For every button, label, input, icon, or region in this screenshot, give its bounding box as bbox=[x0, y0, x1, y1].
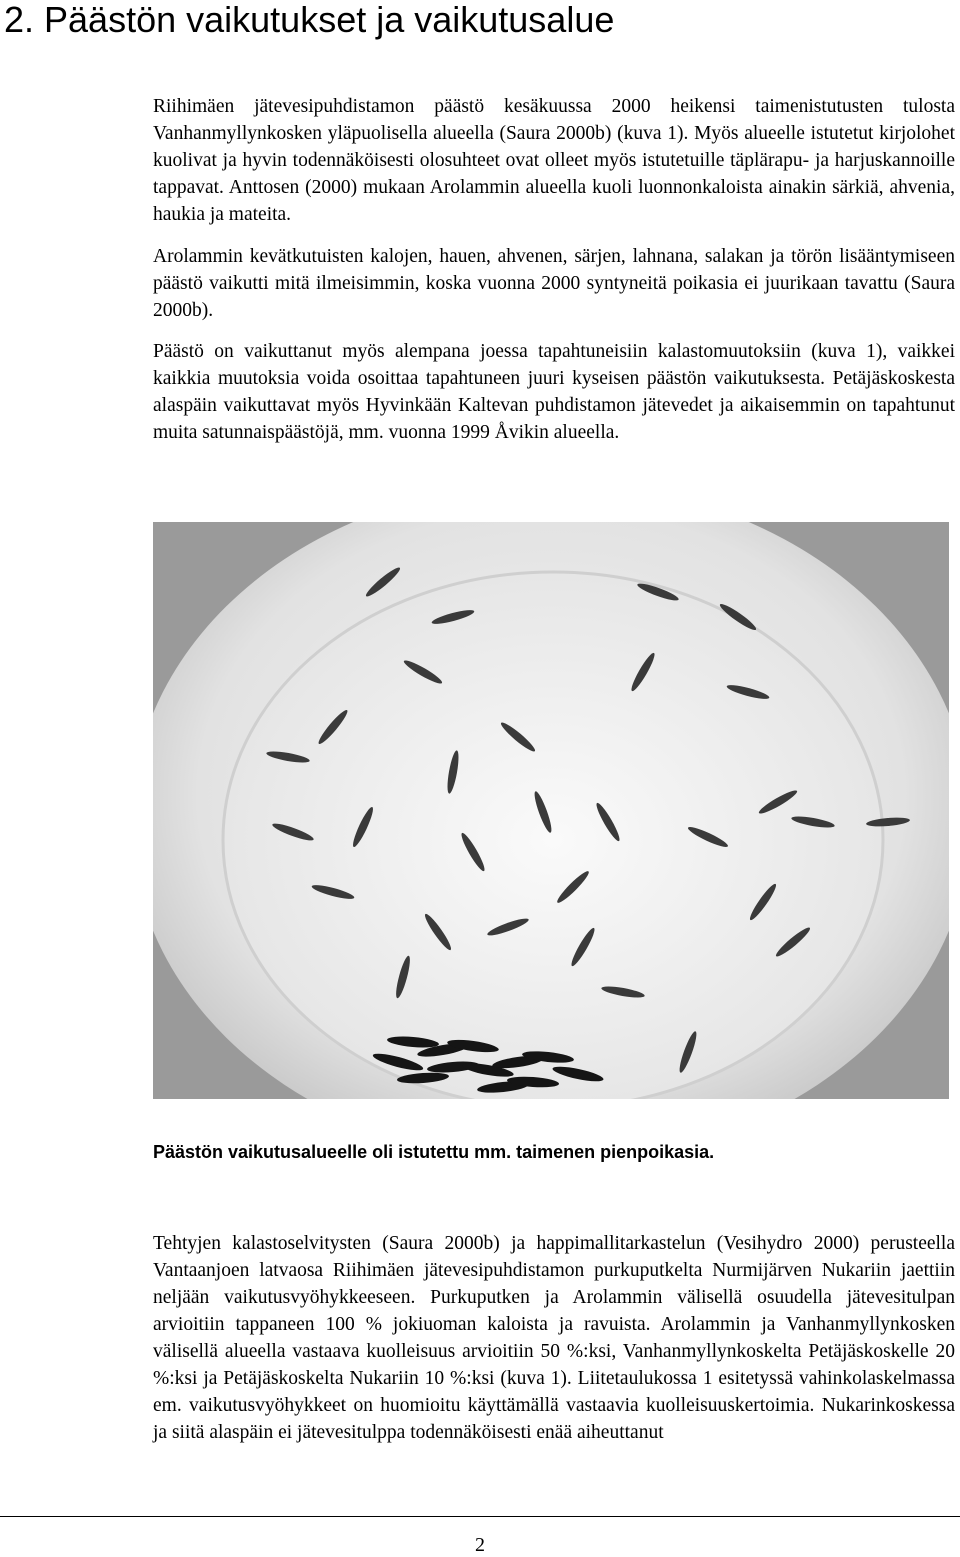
fish-fry-photo bbox=[153, 522, 949, 1099]
section-heading: 2. Päästön vaikutukset ja vaikutusalue bbox=[4, 0, 615, 40]
page-number: 2 bbox=[475, 1534, 485, 1556]
paragraph-intro: Riihimäen jätevesipuhdistamon päästö kesäkuussa 2000 heikensi taimenistutusten tulosta Vanhanmyllynkosken yläpuolisella alueella (Saura 2000b) (kuva 1). Myös alueelle istutetut kirjolohet kuolivat ja hyvin todennäköisesti olosuhteet ovat olleet myös istutetuille täplärapu- ja harjuskannoille tappavat. Anttosen (2000) mukaan Arolammin alueella kuoli luonnonkaloista ainakin särkiä, ahvenia, haukia ja mateita. bbox=[153, 96, 955, 225]
figure-caption: Päästön vaikutusalueelle oli istutettu mm. taimenen pienpoikasia. bbox=[153, 1142, 715, 1162]
bowl-inner bbox=[223, 572, 883, 1099]
paragraph-downstream: Päästö on vaikuttanut myös alempana joessa tapahtuneisiin kalastomuutoksiin (kuva 1), vaikkei kaikkia muutoksia voida osoittaa tapahtuneen juuri kyseisen päästön vaikutuksesta. Petäjäskoskesta alaspäin vaikuttavat myös Hyvinkään Kaltevan puhdistamon jätevedet ja aikaisemmin on tapahtunut muita satunnaispäästöjä, mm. vuonna 1999 Åvikin alueella. bbox=[153, 341, 955, 443]
paragraph-zones: Tehtyjen kalastoselvitysten (Saura 2000b) ja happimallitarkastelun (Vesihydro 2000) perusteella Vantaanjoen latvaosa Riihimäen jätevesipuhdistamon purkuputkelta Nurmijärven Nukariin jaettiin neljään vaikutusvyöhykkeeseen. Purkuputken ja Arolammin välisellä osuudella jätevesitulpan arvioitiin tappaneen 100 % jokiuoman kaloista ja ravuista. Arolammin ja Vanhanmyllynkosken välisellä alueella vastaava kuolleisuus arvioitiin 50 %:ksi, Vanhanmyllynkoskelta Petäjäskoskelle 20 %:ksi ja Petäjäskoskelta Nukariin 10 %:ksi (kuva 1). Liitetaulukossa 1 esitetyssä vahinkolaskelmassa em. vaikutusvyöhykkeet on huomioitu käyttämällä vastaavia kuolleisuuskertoimia. Nukarinkoskessa ja siitä alaspäin ei jätevesitulppa todennäköisesti enää aiheuttanut bbox=[153, 1233, 955, 1443]
footer-rule bbox=[0, 1516, 960, 1517]
paragraph-arolampi: Arolammin kevätkutuisten kalojen, hauen, ahvenen, särjen, lahnana, salakan ja törön lisääntymiseen päästö vaikutti mitä ilmeisimmin, koska vuonna 2000 syntyneitä poikasia ei juurikaan tavattu (Saura 2000b). bbox=[153, 246, 955, 321]
